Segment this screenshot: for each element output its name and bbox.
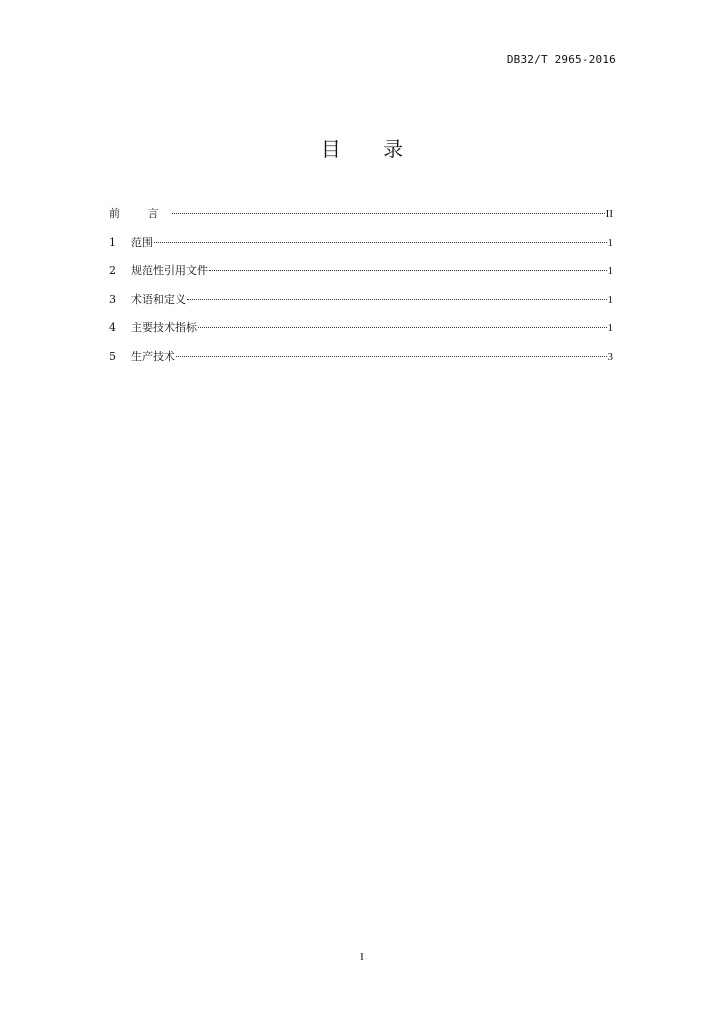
toc-entry-normative-references[interactable]: [109, 262, 613, 291]
toc-title: 目 录: [320, 137, 422, 161]
toc-leader: [209, 270, 607, 271]
toc-entry-page: 1: [607, 293, 613, 306]
toc-entry-label: 术语和定义: [131, 292, 186, 306]
toc-entry-number: 4: [109, 321, 116, 335]
toc-entry-number: 1: [109, 235, 116, 249]
toc-leader: [198, 327, 607, 328]
toc-entry-terms-definitions[interactable]: [109, 291, 613, 320]
toc-entry-number: 5: [109, 349, 116, 363]
toc-entry-label: 主要技术指标: [131, 321, 197, 335]
toc-entry-label: 规范性引用文件: [131, 264, 208, 278]
toc-entry-page: II: [605, 208, 613, 220]
toc-list: [109, 205, 613, 377]
page-header-code: DB32/T 2965-2016: [506, 53, 616, 66]
toc-entry-page: 1: [607, 265, 613, 278]
page-footer-number: I: [360, 951, 364, 963]
toc-entry-page: 1: [607, 236, 613, 249]
toc-entry-label: 范围: [131, 235, 153, 249]
toc-leader: [187, 299, 607, 300]
toc-leader: [154, 242, 607, 243]
toc-entry-page: 1: [607, 322, 613, 335]
toc-entry-label: 生产技术: [131, 349, 175, 363]
toc-entry-number: 3: [109, 292, 116, 306]
toc-entry-number: 2: [109, 264, 116, 278]
toc-leader: [176, 356, 607, 357]
toc-entry-scope[interactable]: [109, 234, 613, 263]
toc-entry-main-indicators[interactable]: [109, 319, 613, 348]
toc-entry-preface[interactable]: [109, 205, 613, 234]
toc-entry-production-technology[interactable]: [109, 348, 613, 377]
toc-leader: [172, 213, 605, 214]
toc-entry-label: 前 言: [109, 207, 171, 220]
toc-entry-page: 3: [607, 350, 613, 363]
